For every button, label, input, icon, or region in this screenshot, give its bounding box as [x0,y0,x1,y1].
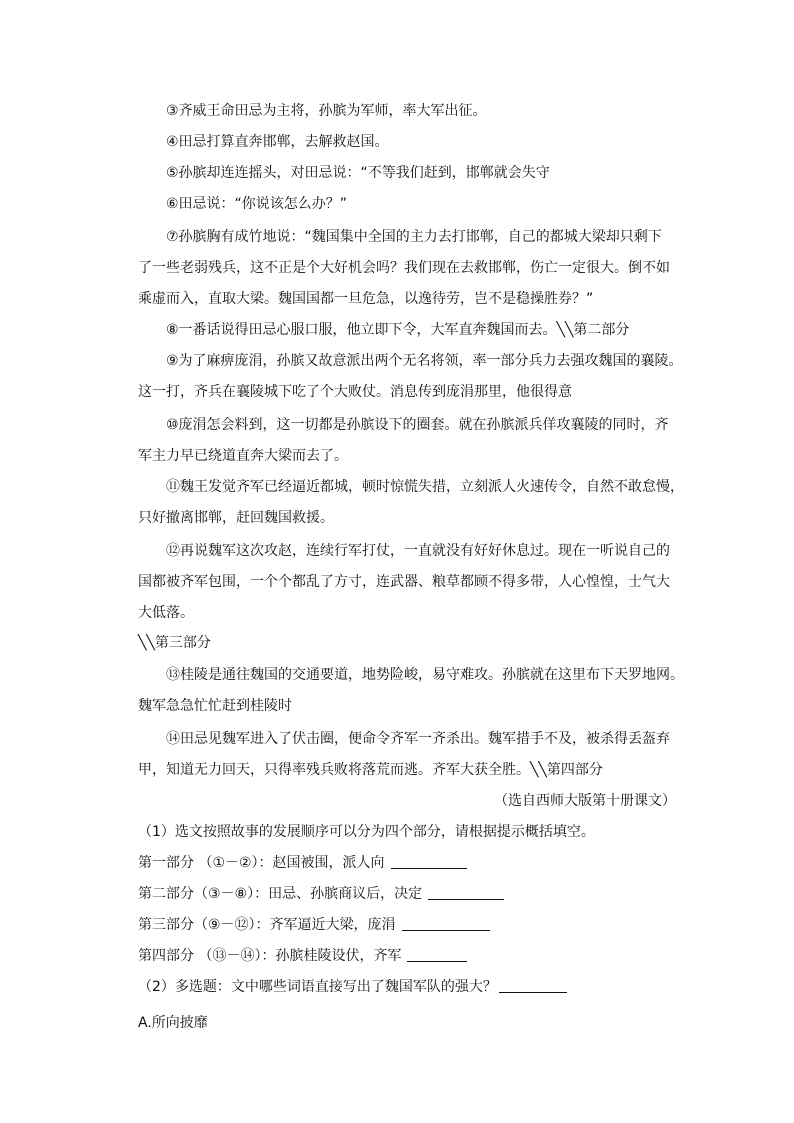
paragraph-10-line-1: ⑩庞涓怎会料到，这一切都是孙膑设下的圈套。就在孙膑派兵佯攻襄陵的同时，齐 [166,417,669,433]
paragraph-7-line-2: 了一些老弱残兵，这不正是个大好机会吗？我们现在去救邯郸，伤亡一定很大。倒不如 [138,260,670,276]
question-2-blank[interactable] [499,978,567,993]
paragraph-14-line-1: ⑭田忌见魏军进入了伏击圈，便命令齐军一齐杀出。魏军措手不及，被杀得丢盔弃 [166,731,670,747]
paragraph-14-line-2: 甲，知道无力回天，只得率残兵败将落荒而逃。齐军大获全胜。╲╲第四部分 [138,762,603,778]
part-1-label: 第一部分 （①－②）：赵国被围，派人向 [138,855,385,871]
question-1-prompt: （1）选文按照故事的发展顺序可以分为四个部分，请根据提示概括填空。 [138,824,595,840]
paragraph-8: ⑧一番话说得田忌心服口服，他立即下令，大军直奔魏国而去。╲╲第二部分 [166,322,630,338]
paragraph-3: ③齐威王命田忌为主将，孙膑为军师，率大军出征。 [166,103,487,119]
question-2 [138,978,567,996]
part-1-fill [138,854,467,872]
paragraph-7-line-1: ⑦孙膑胸有成竹地说：“魏国集中全国的主力去打邯郸，自己的都城大梁却只剩下 [166,229,662,245]
part-4-label: 第四部分 （⑬－⑭）：孙膑桂陵设伏，齐军 [138,948,402,964]
paragraph-4: ④田忌打算直奔邯郸，去解救赵国。 [166,134,389,150]
source-note: （选自西师大版第十册课文） [494,793,676,809]
paragraph-12-line-1: ⑫再说魏军这次攻赵，连续行军打仗，一直就没有好好休息过。现在一听说自己的 [166,543,670,559]
paragraph-11-line-1: ⑪魏王发觉齐军已经逼近都城，顿时惊慌失措，立刻派人火速传令，自然不敢怠慢， [166,479,684,495]
part-1-blank[interactable] [391,854,467,869]
part-3-fill [138,916,490,934]
option-a[interactable]: A.所向披靡 [138,1015,208,1031]
paragraph-12-line-2: 国都被齐军包围，一个个都乱了方寸，连武器、粮草都顾不得多带，人心惶惶，士气大 [138,574,670,590]
part-3-label: 第三部分（⑨－⑫）：齐军逼近大梁，庞涓 [138,917,396,933]
question-2-prompt: （2）多选题：文中哪些词语直接写出了魏国军队的强大？ [138,979,497,995]
part-2-blank[interactable] [428,885,504,900]
paragraph-13-line-2: 魏军急急忙忙赶到桂陵时 [138,698,292,714]
part-2-fill [138,885,504,903]
part-3-marker: ╲╲第三部分 [138,635,211,651]
paragraph-7-line-3: 乘虚而入，直取大梁。魏国国都一旦危急，以逸待劳，岂不是稳操胜券？” [138,291,594,307]
paragraph-11-line-2: 只好撤离邯郸，赶回魏国救援。 [138,510,334,526]
paragraph-12-line-3: 大低落。 [138,605,194,621]
paragraph-9-line-1: ⑨为了麻痹庞涓，孙膑又故意派出两个无名将领，率一部分兵力去强攻魏国的襄陵。 [166,353,683,369]
paragraph-13-line-1: ⑬桂陵是通往魏国的交通要道，地势险峻，易守难攻。孙膑就在这里布下天罗地网。 [166,667,684,683]
paragraph-10-line-2: 军主力早已绕道直奔大梁而去了。 [138,448,348,464]
part-4-fill [138,947,467,965]
paragraph-9-line-2: 这一打，齐兵在襄陵城下吃了个大败仗。消息传到庞涓那里，他很得意 [138,384,572,400]
part-2-label: 第二部分（③－⑧）：田忌、孙膑商议后，决定 [138,886,423,902]
part-4-blank[interactable] [407,947,467,962]
paragraph-6: ⑥田忌说：“你说该怎么办？” [166,196,348,212]
paragraph-5: ⑤孙膑却连连摇头，对田忌说：“不等我们赶到，邯郸就会失守 [166,165,550,181]
part-3-blank[interactable] [402,916,490,931]
